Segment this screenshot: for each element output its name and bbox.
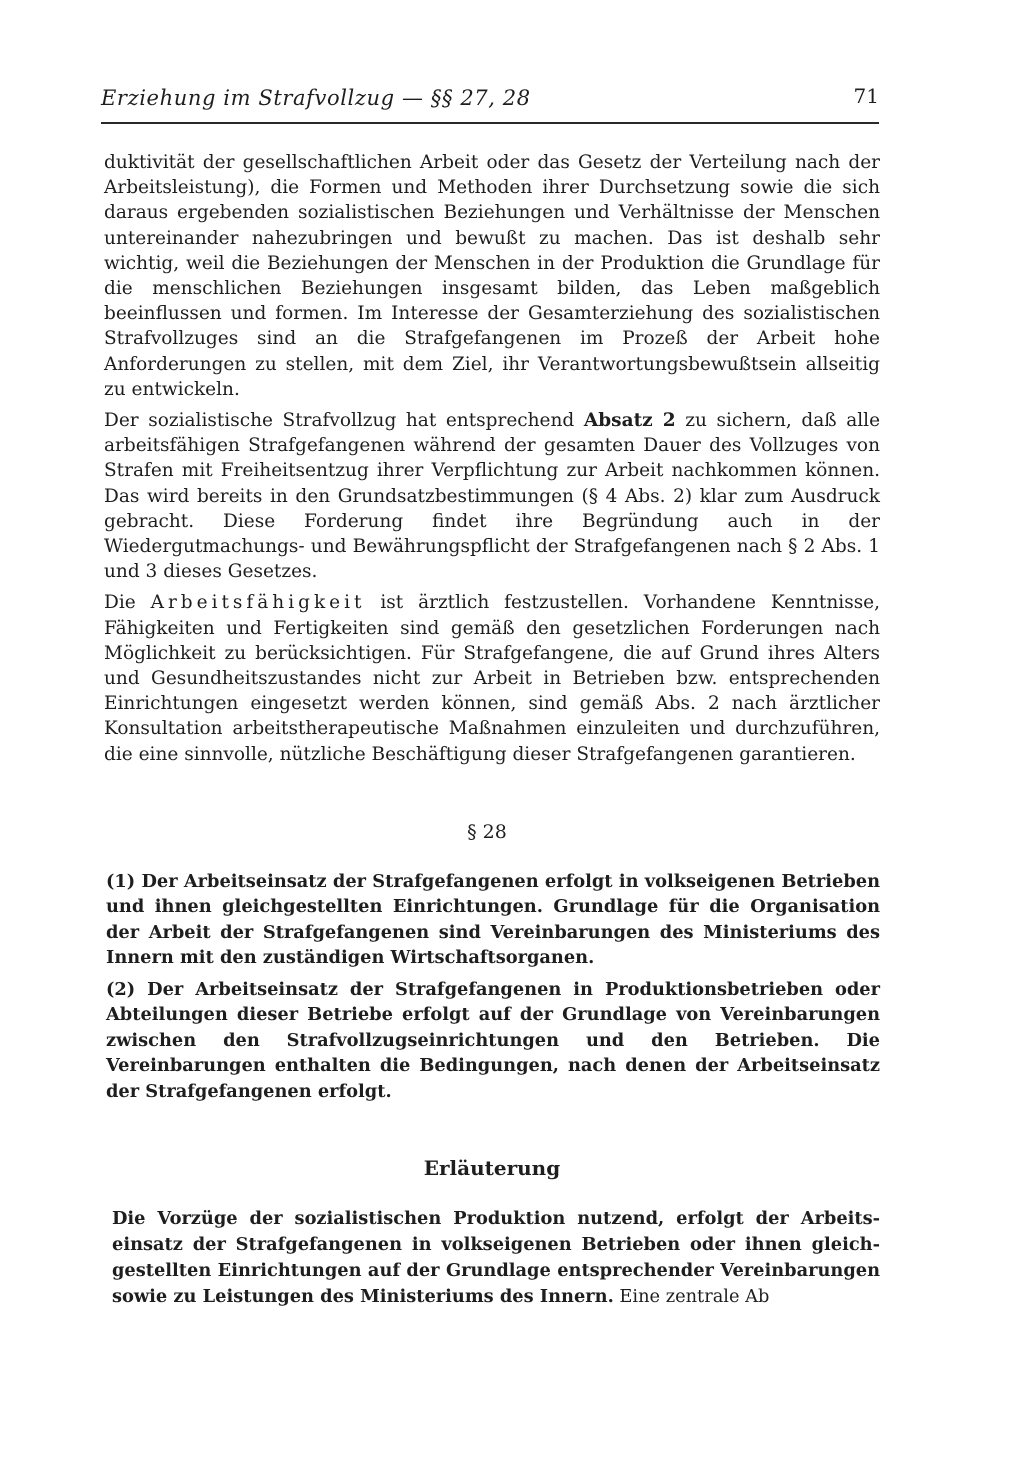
explanation-bold-text: Die Vorzüge der sozialistischen Produktion nutzend, erfolgt der Arbeitseinsatz der Strafgefangenen in volkseigenen Betrieben oder ihnen gleichgestellten Einrichtungen auf der Grundlage entsprechender Vereinbarungen sowie zu Leistungen des Ministeriums des Innern.: [112, 1208, 880, 1307]
section-paragraph-1: (1) Der Arbeitseinsatz der Strafgefangenen erfolgt in volkseigenen Betrieben und ihnen gleichgestellten Einrichtungen. Grundlage für die Organisation der Arbeit der Strafgefangenen sind Vereinbarungen des Ministeriums des Innern mit den zuständigen Wirtschaftsorganen.: [106, 870, 880, 969]
section-mark: § 28: [467, 820, 507, 843]
body-paragraph-2: [104, 408, 880, 584]
running-head: Erziehung im Strafvollzug — §§ 27, 28: [101, 86, 531, 110]
body-paragraph-1: duktivität der gesellschaftlichen Arbeit oder das Gesetz der Verteilung nach der Arbeitsleistung), die Formen und Methoden ihrer Durchsetzung sowie die sich daraus ergebenden sozialistischen Beziehungen und Verhältnisse der Menschen untereinander nahezubringen und bewußt zu machen. Das ist deshalb sehr wichtig, weil die Beziehungen der Menschen in der Produktion die Grundlage für die menschlichen Beziehungen insgesamt bilden, das Leben maßgeblich beeinflussen und formen. Im Interesse der Gesamterziehung des sozialistischen Strafvollzuges sind an die Strafgefangenen im Prozeß der Arbeit hohe Anforderungen zu stellen, mit dem Ziel, ihr Verantwortungsbewußtsein allseitig zu entwickeln.: [104, 152, 880, 400]
p2-text-start: Der sozialistische Strafvollzug hat entsprechend: [104, 410, 584, 432]
page-header: [101, 80, 879, 124]
page-number: 71: [853, 84, 879, 108]
p3-spaced-term: Arbeitsfähigkeit: [150, 592, 366, 614]
body-paragraph-3: [104, 590, 880, 766]
page-content: [104, 150, 880, 1310]
explanation-paragraph: [104, 1206, 880, 1309]
p2-bold-reference: Absatz 2: [583, 410, 676, 432]
explanation-heading: Erläuterung: [423, 1156, 561, 1181]
p2-text-end: zu sichern, daß alle arbeitsfähigen Strafgefangenen während der gesamten Dauer des Vollzuges von Strafen mit Freiheitsentzug ihrer Verpflichtung zur Arbeit nachkommen können. Das wird bereits in den Grundsatzbestimmungen (§ 4 Abs. 2) klar zum Ausdruck gebracht. Diese Forderung findet ihre Begründung auch in der Wiedergutmachungs- und Bewährungspflicht der Strafgefangenen nach § 2 Abs. 1 und 3 dieses Gesetzes.: [104, 410, 881, 583]
p3-text-start: Die: [104, 592, 151, 614]
explanation-normal-text: Eine zentrale Ab: [613, 1285, 770, 1307]
section-paragraph-2: (2) Der Arbeitseinsatz der Strafgefangenen in Produktionsbetrieben oder Abteilungen dieser Betriebe erfolgt auf der Grundlage von Vereinbarungen zwischen den Strafvollzugseinrichtungen und den Betrieben. Die Vereinbarungen enthalten die Bedingungen, nach denen der Arbeitseinsatz der Strafgefangenen erfolgt.: [106, 978, 880, 1102]
p3-text-end: ist ärztlich festzustellen. Vorhandene Kenntnisse, Fähigkeiten und Fertigkeiten sind gemäß den gesetzlichen Forderungen nach Möglichkeit zu berücksichtigen. Für Strafgefangene, die auf Grund ihres Alters und Gesundheitszustandes nicht zur Arbeit in Betrieben bzw. entsprechenden Einrichtungen eingesetzt werden können, sind gemäß Abs. 2 nach ärztlicher Konsultation arbeitstherapeutische Maßnahmen einzuleiten und durchzuführen, die eine sinnvolle, nützliche Beschäftigung dieser Strafgefangenen garantieren.: [104, 592, 881, 765]
